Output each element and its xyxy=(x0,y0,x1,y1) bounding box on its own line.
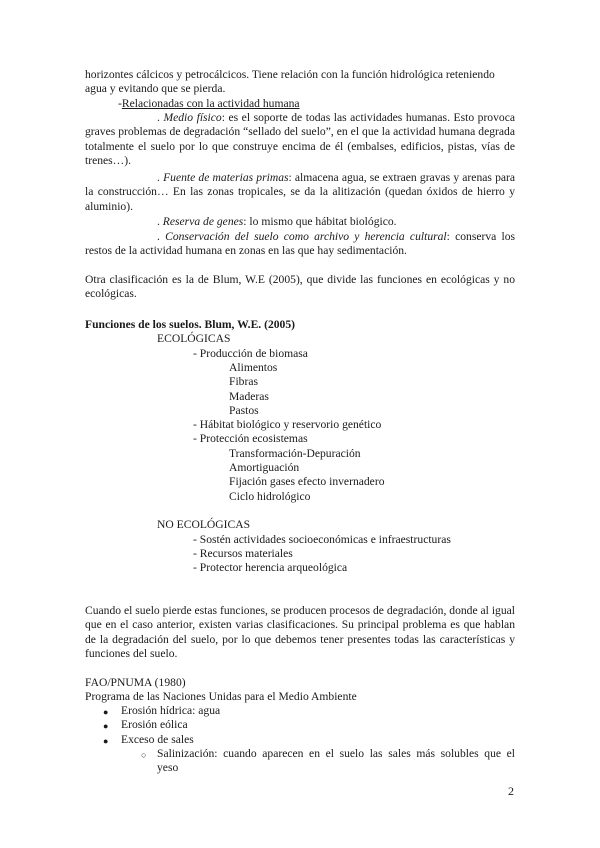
fao-heading: FAO/PNUMA (1980) xyxy=(85,676,186,689)
blum-intro: Otra clasificación es la de Blum, W.E (2005), que divide las funciones en ecológicas y no ecológicas. xyxy=(85,273,515,301)
fao-program: Programa de las Naciones Unidas para el Medio Ambiente xyxy=(85,690,357,703)
eco-item-1: - Producción de biomasa xyxy=(193,347,308,360)
reserva-title: Reserva de genes xyxy=(162,215,244,228)
conserv-paragraph: . Conservación del suelo como archivo y herencia cultural: conserva los restos de la actividad humana en zonas en las que hay sedimentación. xyxy=(85,230,516,258)
medio-title: Medio físico xyxy=(163,111,222,124)
bullet-dot-icon: ● xyxy=(103,707,109,717)
conserv-title: Conservación del suelo como archivo y herencia cultural xyxy=(165,230,447,243)
fao-bullet: Erosión eólica xyxy=(121,718,188,731)
eco-heading: ECOLÓGICAS xyxy=(157,332,231,345)
noeco-item: - Sostén actividades socioeconómicas e infraestructuras xyxy=(193,533,451,546)
fao-sub-bullet-line-1: Salinización: cuando aparecen en el suelo las sales más solubles que el xyxy=(157,747,515,760)
bullet-circle-icon: ○ xyxy=(141,750,147,760)
page-number: 2 xyxy=(508,784,514,798)
eco-sub-item: Transformación-Depuración xyxy=(229,447,361,460)
functions-title: Funciones de los suelos. Blum, W.E. (2005) xyxy=(85,318,296,331)
eco-sub-item: Amortiguación xyxy=(229,461,300,474)
medio-text: : es el soporte de todas las actividades humanas. Esto provoca graves problemas de degradación “sellado del suelo”, en el que la actividad humana degrada totalmente el suelo por lo que construye encima de él (embalses, edificios, pistas, vías de trenes…). xyxy=(85,111,515,168)
human-heading-text: Relacionadas con la actividad humana xyxy=(121,97,300,110)
reserva-line: . Reserva de genes: lo mismo que hábitat biológico. xyxy=(157,215,397,228)
eco-sub-item: Ciclo hidrológico xyxy=(229,490,311,503)
reserva-text: : lo mismo que hábitat biológico. xyxy=(243,215,397,228)
intro-line-1: horizontes cálcicos y petrocálcicos. Tiene relación con la función hidrológica reteniendo xyxy=(85,68,495,81)
bullet-dot-icon: ● xyxy=(103,736,109,746)
eco-sub-item: Fijación gases efecto invernadero xyxy=(229,475,385,488)
conserv-text: : conserva los restos de la actividad humana en zonas en las que hay sedimentación. xyxy=(85,230,516,258)
degradation-paragraph: Cuando el suelo pierde estas funciones, se producen procesos de degradación, donde al igual que en el caso anterior, existen varias clasificaciones. Su principal problema es que hablan de la degradación del suelo, por lo que debemos tener presentes todas las características y funciones del suelo. xyxy=(85,604,515,661)
noeco-item: - Protector herencia arqueológica xyxy=(193,561,348,574)
eco-sub-item: Maderas xyxy=(229,390,269,403)
eco-sub-item: Fibras xyxy=(229,375,258,388)
eco-item-2: - Hábitat biológico y reservorio genético xyxy=(193,418,382,431)
fao-bullet: Erosión hídrica: agua xyxy=(121,704,221,717)
fuente-paragraph: . Fuente de materias primas: almacena agua, se extraen gravas y arenas para la construcción… En las zonas tropicales, se da la alitización (quedan óxidos de hierro y aluminio). xyxy=(85,171,516,213)
eco-sub-item: Pastos xyxy=(229,404,259,417)
medio-paragraph: . Medio físico: es el soporte de todas las actividades humanas. Esto provoca graves problemas de degradación “sellado del suelo”, en el que la actividad humana degrada totalmente el suelo por lo que construye encima de él (embalses, edificios, pistas, vías de trenes…). xyxy=(85,111,515,168)
noeco-item: - Recursos materiales xyxy=(193,547,293,560)
eco-item-3: - Protección ecosistemas xyxy=(193,432,308,445)
eco-sub-item: Alimentos xyxy=(229,361,278,374)
fao-sub-bullet-line-2: yeso xyxy=(157,761,179,774)
bullet-dot-icon: ● xyxy=(103,721,109,731)
fuente-title: Fuente de materias primas xyxy=(163,171,289,184)
fuente-text: : almacena agua, se extraen gravas y arenas para la construcción… En las zonas tropicales, se da la alitización (quedan óxidos de hierro y aluminio). xyxy=(85,171,516,213)
fao-bullet: Exceso de sales xyxy=(121,733,194,746)
noeco-heading: NO ECOLÓGICAS xyxy=(157,518,251,531)
intro-line-2: agua y evitando que se pierda. xyxy=(85,82,226,95)
human-heading: -Relacionadas con la actividad humana xyxy=(118,97,300,110)
